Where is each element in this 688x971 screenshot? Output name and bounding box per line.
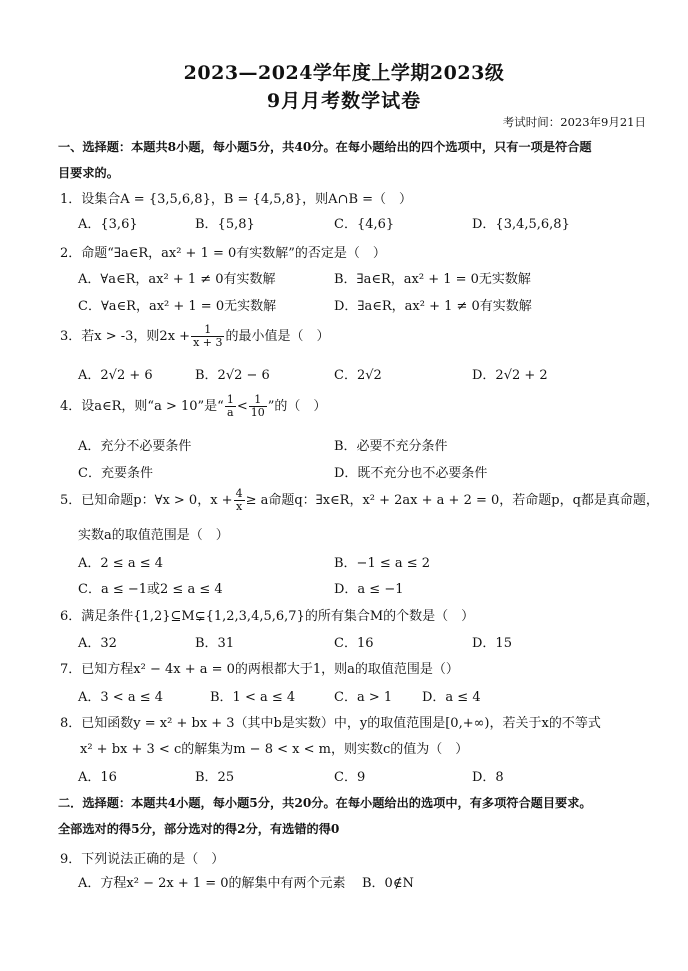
question-8-stem-line2: x² + bx + 3 < c的解集为m − 8 < x < m，则实数c的值为（ ） <box>80 742 469 757</box>
q5-option-b: B．−1 ≤ a ≤ 2 <box>334 556 431 571</box>
q2-option-b: B．∃a∈R，ax² + 1 = 0无实数解 <box>334 272 531 287</box>
q4-stem-pre: 4．设a∈R，则“a > 10”是“ <box>60 399 224 414</box>
question-1-stem: 1．设集合A = {3,5,6,8}，B = {4,5,8}，则A∩B =（ ） <box>60 192 413 207</box>
q4-less-than: < <box>236 399 248 414</box>
q4-fraction-2-denominator: 10 <box>250 406 265 419</box>
q7-option-a: A．3 < a ≤ 4 <box>78 690 163 705</box>
q4-fraction-2-numerator: 1 <box>249 394 267 407</box>
q8-option-d: D．8 <box>472 770 504 785</box>
q3-stem-pre: 3．若x > -3，则2x + <box>60 329 191 344</box>
q7-option-b: B．1 < a ≤ 4 <box>210 690 296 705</box>
q4-fraction-2 <box>249 394 267 419</box>
exam-time: 考试时间：2023年9月21日 <box>502 115 646 129</box>
q3-option-b: B．2√2 − 6 <box>195 368 270 383</box>
question-6-stem: 6．满足条件{1,2}⊆M⊊{1,2,3,4,5,6,7}的所有集合M的个数是（ ） <box>60 609 475 624</box>
q4-fraction-1-denominator: a <box>227 406 234 419</box>
question-5-stem-line2: 实数a的取值范围是（ ） <box>78 528 229 543</box>
question-9-stem: 9．下列说法正确的是（ ） <box>60 852 225 867</box>
exam-title-line2: 9月月考数学试卷 <box>266 90 422 112</box>
q5-stem-pre: 5．已知命题p：∀x > 0，x + <box>60 493 233 508</box>
question-5-stem <box>60 488 660 513</box>
q8-option-b: B．25 <box>195 770 235 785</box>
q3-option-d: D．2√2 + 2 <box>472 368 548 383</box>
q4-stem-post: ”的（ ） <box>267 399 327 414</box>
q2-option-d: D．∃a∈R，ax² + 1 ≠ 0有实数解 <box>334 299 532 314</box>
question-4-stem <box>60 394 660 419</box>
section1-heading-line1: 一、选择题：本题共8小题，每小题5分，共40分。在每小题给出的四个选项中，只有一项是符合题 <box>58 140 592 154</box>
question-3-stem <box>60 324 660 349</box>
q3-option-c: C．2√2 <box>334 368 382 383</box>
q4-fraction-1-numerator: 1 <box>226 393 234 406</box>
q6-option-b: B．31 <box>195 636 235 651</box>
q5-option-d: D．a ≤ −1 <box>334 582 404 597</box>
q4-fraction-1 <box>225 394 236 419</box>
q1-option-d: D．{3,4,5,6,8} <box>472 217 570 232</box>
q7-option-c: C．a > 1 <box>334 690 393 705</box>
section2-heading-line1: 二．选择题：本题共4小题，每小题5分，共20分。在每小题给出的选项中，有多项符合题目要求。 <box>58 796 592 810</box>
q5-fraction <box>234 488 245 513</box>
q5-option-a: A．2 ≤ a ≤ 4 <box>78 556 163 571</box>
q6-option-a: A．32 <box>78 636 117 651</box>
q4-option-c: C．充要条件 <box>78 466 153 481</box>
question-8-stem: 8．已知函数y = x² + bx + 3（其中b是实数）中，y的取值范围是[0,+∞)，若关于x的不等式 <box>60 716 601 731</box>
q9-option-a: A．方程x² − 2x + 1 = 0的解集中有两个元素 <box>78 876 346 891</box>
q3-stem-post: 的最小值是（ ） <box>225 329 330 344</box>
q5-stem-post: ≥ a命题q：∃x∈R，x² + 2ax + a + 2 = 0，若命题p，q都是真命题， <box>245 493 659 508</box>
section1-heading-line2: 目要求的。 <box>58 166 119 180</box>
q2-option-c: C．∀a∈R，ax² + 1 = 0无实数解 <box>78 299 277 314</box>
q5-option-c: C．a ≤ −1或2 ≤ a ≤ 4 <box>78 582 223 597</box>
q1-option-c: C．{4,6} <box>334 217 395 232</box>
q3-option-a: A．2√2 + 6 <box>78 368 153 383</box>
section2-heading-line2: 全部选对的得5分，部分选对的得2分，有选错的得0 <box>58 822 340 836</box>
q4-option-a: A．充分不必要条件 <box>78 439 192 454</box>
question-7-stem: 7．已知方程x² − 4x + a = 0的两根都大于1，则a的取值范围是（） <box>60 662 459 677</box>
section1-heading <box>58 134 658 186</box>
q9-option-b: B．0∉N <box>362 876 414 891</box>
q3-fraction-denominator: x + 3 <box>193 336 223 349</box>
q8-option-a: A．16 <box>78 770 117 785</box>
q1-option-a: A．{3,6} <box>78 217 138 232</box>
q4-option-d: D．既不充分也不必要条件 <box>334 466 488 481</box>
q6-option-d: D．15 <box>472 636 512 651</box>
q2-option-a: A．∀a∈R，ax² + 1 ≠ 0有实数解 <box>78 272 276 287</box>
q8-option-c: C．9 <box>334 770 366 785</box>
question-2-stem: 2．命题“∃a∈R，ax² + 1 = 0有实数解”的否定是（ ） <box>60 246 386 261</box>
q5-fraction-denominator: x <box>235 500 243 513</box>
q6-option-c: C．16 <box>334 636 374 651</box>
q1-option-b: B．{5,8} <box>195 217 255 232</box>
q3-fraction <box>191 324 224 349</box>
q3-fraction-numerator: 1 <box>191 324 224 337</box>
exam-title-line1: 2023—2024学年度上学期2023级 <box>183 62 505 84</box>
q4-option-b: B．必要不充分条件 <box>334 439 448 454</box>
section2-heading <box>58 790 668 842</box>
q7-option-d: D．a ≤ 4 <box>422 690 481 705</box>
q5-fraction-numerator: 4 <box>235 487 243 500</box>
